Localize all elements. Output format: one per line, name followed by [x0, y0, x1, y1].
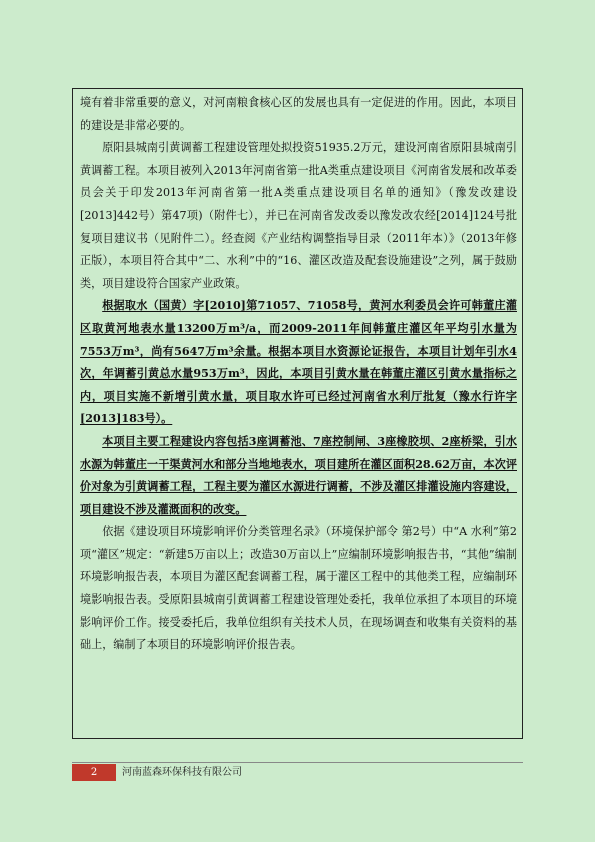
paragraph-2: 原阳县城南引黄调蓄工程建设管理处拟投资51935.2万元，建设河南省原阳县城南引黄调蓄工程。本项目被列入2013年河南省第一批A类重点建设项目《河南省发展和改革委员会关于印发2013年河南省第一批A类重点建设项目名单的通知》（豫发改建设[2013]442号）第47项)（附件七），并已在河南省发改委以豫发改农经[2014]124号批复项目建议书（见附件二）。经查阅《产业结构调整指导目录（2011年本）》（2013年修正版），本项目符合其中“二、水利”中的“16、灌区改造及配套设施建设”之列，属于鼓励类，项目建设符合国家产业政策。: [80, 141, 517, 290]
document-body: [80, 92, 517, 657]
page-number: 2: [72, 764, 116, 781]
paragraph-4: 本项目主要工程建设内容包括3座调蓄池、7座控制闸、3座橡胶坝、2座桥梁，引水水源为韩董庄一干渠黄河水和部分当地地表水，项目建所在灌区面积28.62万亩，本次评价对象为引黄调蓄工程，工程主要为灌区水源进行调蓄，不涉及灌区排灌设施内容建设，项目建设不涉及灌溉面积的改变。: [80, 434, 517, 516]
company-name: 河南蓝森环保科技有限公司: [122, 767, 242, 778]
footer-divider: [72, 762, 523, 763]
paragraph-3: 根据取水（国黄）字[2010]第71057、71058号，黄河水利委员会许可韩董庄灌区取黄河地表水量13200万m³/a，而2009-2011年间韩董庄灌区年平均引水量为7553万m³，尚有5647万m³余量。根据本项目水资源论证报告，本项目计划年引水4次，年调蓄引黄总水量953万m³，因此，本项目引黄水量在韩董庄灌区引黄水量指标之内，项目实施不新增引黄水量，项目取水许可已经过河南省水利厅批复（豫水行许字[2013]183号）。: [80, 299, 517, 426]
paragraph-1: 境有着非常重要的意义，对河南粮食核心区的发展也具有一定促进的作用。因此，本项目的建设是非常必要的。: [80, 96, 517, 132]
paragraph-5: 依据《建设项目环境影响评价分类管理名录》（环境保护部令 第2号）中“A 水利”第2项“灌区”规定：“新建5万亩以上；改造30万亩以上”应编制环境影响报告书，“其他”编制环境影响报告表，本项目为灌区配套调蓄工程，属于灌区工程中的其他类工程，应编制环境影响报告表。受原阳县城南引黄调蓄工程建设管理处委托，我单位承担了本项目的环境影响评价工作。接受委托后，我单位组织有关技术人员，在现场调查和收集有关资料的基础上，编制了本项目的环境影响评价报告表。: [80, 525, 517, 652]
